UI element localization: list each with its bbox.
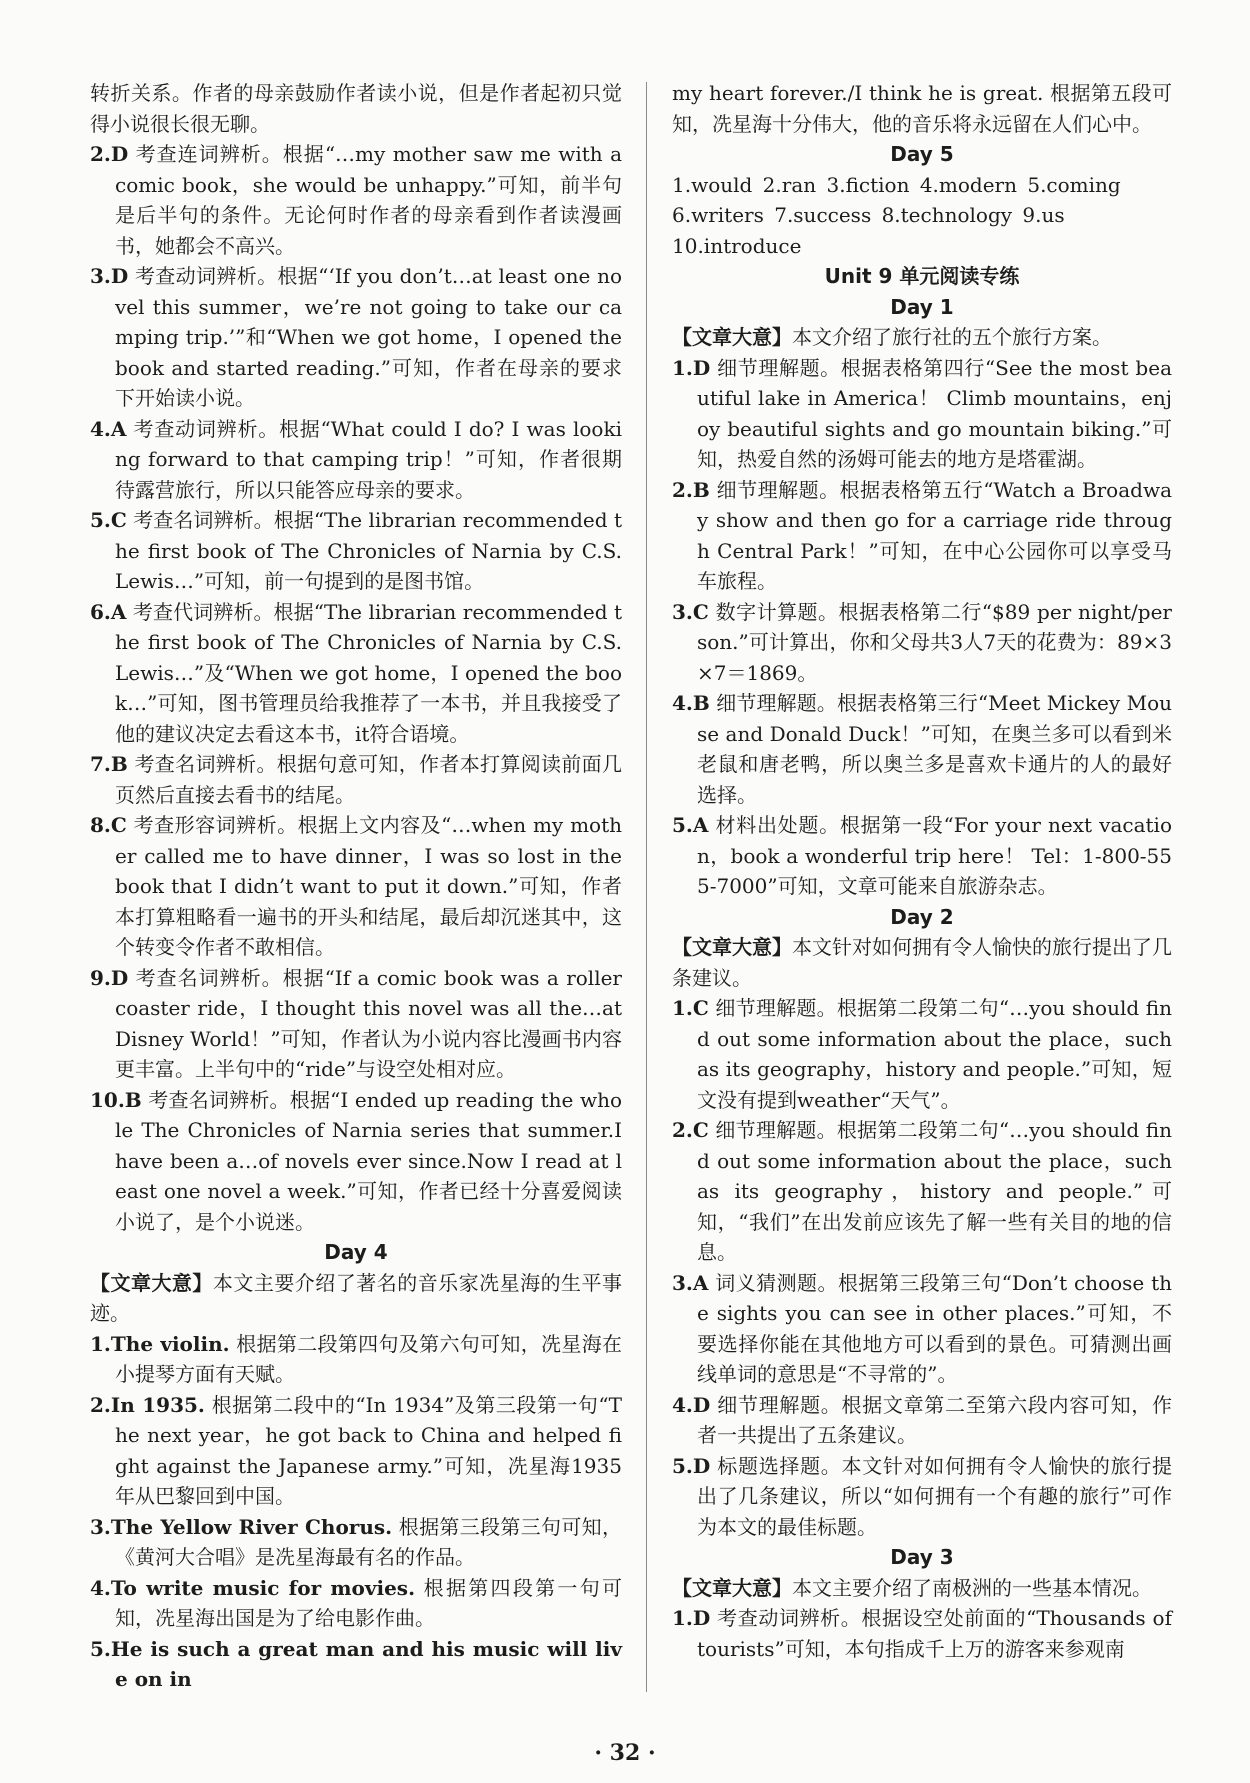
answer-item [672, 475, 1172, 597]
item-explanation: 考查名词辨析。根据句意可知，作者本打算阅读前面几页然后直接去看书的结尾。 [115, 752, 622, 807]
day1-summary [672, 322, 1172, 353]
day1-heading: Day 1 [890, 294, 954, 319]
answer-item [90, 749, 622, 810]
item-answer: He is such a great man and his music will live on in [110, 1636, 622, 1691]
item-number: 8. [90, 813, 111, 837]
item-explanation: 细节理解题。根据第二段第二句“…you should find out some information about the place，such as its geography，history and people.”可知，“我们”在出发前应该先了解一些有关目的地的信息。 [697, 1118, 1172, 1264]
item-answer: The violin. [110, 1331, 230, 1356]
answer-item [90, 810, 622, 963]
summary-label: 【文章大意】 [672, 325, 792, 349]
item-number: 3. [90, 1514, 111, 1539]
item-explanation: 细节理解题。根据第二段第二句“…you should find out some information about the place，such as its geography，history and people.”可知，短文没有提到weather“天气”。 [697, 996, 1172, 1112]
answer-item [672, 688, 1172, 810]
item-number: 4. [672, 1392, 693, 1417]
item-number: 3. [672, 1270, 693, 1295]
item-answer: To write music for movies. [110, 1575, 416, 1600]
item-explanation: 考查形容词辨析。根据上文内容及“…when my mother called me to have dinner，I was so lost in the book that I didn’t want to put it down.”可知，作者本打算粗略看一遍书的开头和结尾，最后却沉迷其中，这个转变令作者不敢相信。 [115, 813, 622, 959]
summary-text: 本文介绍了旅行社的五个旅行方案。 [792, 325, 1112, 349]
unit-heading: Unit 9 单元阅读专练 [824, 264, 1020, 288]
summary-text: 本文主要介绍了南极洲的一些基本情况。 [792, 1575, 1152, 1600]
item-explanation: 根据第四段第一句可知，冼星海出国是为了给电影作曲。 [115, 1575, 622, 1630]
item-number: 4. [672, 691, 693, 715]
answer-item [90, 963, 622, 1085]
item-number: 1. [672, 996, 693, 1020]
item-explanation: 根据第二段中的“In 1934”及第三段第一句“The next year，he got back to China and helped fight against the Japanese army.”可知，冼星海1935年从巴黎回到中国。 [115, 1392, 622, 1508]
item-number: 1. [90, 1331, 111, 1356]
item-explanation: 考查名词辨析。根据“I ended up reading the whole The Chronicles of Narnia series that summer.I have been a…of novels ever since.Now I read at least one novel a week.”可知，作者已经十分喜爱阅读小说了，是个小说迷。 [115, 1087, 622, 1234]
day3-heading: Day 3 [890, 1545, 954, 1569]
answer-item [90, 1390, 622, 1512]
answer-item [90, 1573, 622, 1634]
answer-item [672, 1603, 1172, 1664]
item-number: 4. [90, 1575, 111, 1600]
item-number: 2. [90, 142, 111, 166]
item-answer: B [124, 1087, 142, 1112]
day5-answers-line3: 10.introduce [672, 233, 802, 258]
answer-item [90, 1634, 622, 1695]
answer-item [90, 261, 622, 414]
answer-list-day2 [672, 993, 1172, 1542]
answer-item [672, 1390, 1172, 1451]
item-answer: D [692, 1392, 711, 1417]
answer-list-day3b [672, 1603, 1172, 1664]
summary-text: 本文主要介绍了著名的音乐家冼星海的生平事迹。 [90, 1270, 623, 1325]
item-explanation: 根据第三段第三句可知，《黄河大合唱》是冼星海最有名的作品。 [115, 1514, 622, 1569]
item-number: 9. [90, 965, 111, 990]
item-answer: D [110, 965, 129, 990]
answer-item [90, 1512, 622, 1573]
item-explanation: 考查动词辨析。根据“What could I do? I was looking forward to that camping trip！”可知，作者很期待露营旅行，所以只能答应母亲的要求。 [115, 416, 622, 502]
day5-heading: Day 5 [890, 142, 954, 166]
item-number: 1. [672, 1606, 693, 1630]
item-number: 7. [90, 752, 111, 776]
summary-text: 本文针对如何拥有令人愉快的旅行提出了几条建议。 [672, 935, 1172, 990]
item-number: 3. [672, 599, 693, 624]
item-number: 2. [672, 477, 693, 502]
item-answer: B [692, 477, 710, 502]
item-answer: D [110, 142, 129, 166]
item-explanation: 考查连词辨析。根据“…my mother saw me with a comic book，she would be unhappy.”可知，前半句是后半句的条件。无论何时作者的母亲看到作者读漫画书，她都会不高兴。 [115, 142, 622, 258]
item-answer: D [110, 264, 129, 288]
continued-explanation: 转折关系。作者的母亲鼓励作者读小说，但是作者起初只觉得小说很长很无聊。 [90, 81, 622, 136]
summary-label: 【文章大意】 [672, 1575, 792, 1600]
right-column [672, 78, 1172, 1664]
answer-item [672, 810, 1172, 902]
item-explanation: 根据第二段第四句及第六句可知，冼星海在小提琴方面有天赋。 [115, 1331, 623, 1386]
summary-label: 【文章大意】 [672, 935, 792, 959]
item-answer: C [692, 996, 709, 1020]
item-answer: In 1935. [110, 1392, 205, 1417]
item-number: 5. [90, 508, 111, 532]
item-explanation: 考查代词辨析。根据“The librarian recommended the first book of The Chronicles of Narnia by C.S. Lewis…”及“When we got home，I opened the book…”可知，图书管理员给我推荐了一本书，并且我接受了他的建议决定去看这本书，it符合语境。 [115, 599, 622, 746]
item-answer: D [692, 355, 711, 380]
item-explanation: 考查名词辨析。根据“The librarian recommended the first book of The Chronicles of Narnia by C.S. Lewis…”可知，前一句提到的是图书馆。 [115, 508, 622, 593]
answer-list-day4 [90, 1329, 622, 1695]
item-answer: C [110, 813, 127, 837]
item-answer: A [110, 416, 127, 441]
item-number: 5. [672, 813, 693, 837]
item-answer: The Yellow River Chorus. [110, 1514, 393, 1539]
item-explanation: 标题选择题。本文针对如何拥有令人愉快的旅行提出了几条建议，所以“如何拥有一个有趣的旅行”可作为本文的最佳标题。 [697, 1453, 1172, 1539]
continued-explanation: my heart forever./I think he is great. 根据第五段可知，冼星海十分伟大，他的音乐将永远留在人们心中。 [672, 81, 1172, 136]
item-answer: B [692, 691, 710, 715]
item-number: 4. [90, 416, 111, 441]
answer-list-day1 [672, 353, 1172, 902]
day2-heading: Day 2 [890, 904, 954, 929]
item-answer: D [692, 1606, 711, 1630]
item-answer: A [692, 1270, 709, 1295]
answer-item [90, 1085, 622, 1238]
item-answer: C [110, 508, 127, 532]
answer-item [90, 505, 622, 597]
item-explanation: 考查动词辨析。根据“‘If you don’t…at least one novel this summer，we’re not going to take our camping trip.’”和“When we got home，I opened the book and started reading.”可知，作者在母亲的要求下开始读小说。 [115, 264, 622, 410]
item-number: 2. [672, 1118, 693, 1142]
left-column [90, 78, 622, 1695]
item-number: 5. [672, 1453, 693, 1478]
item-explanation: 细节理解题。根据文章第二至第六段内容可知，作者一共提出了五条建议。 [697, 1392, 1172, 1447]
item-answer: C [692, 1118, 709, 1142]
day3-summary [672, 1573, 1172, 1604]
item-answer: A [110, 599, 127, 624]
item-explanation: 数字计算题。根据表格第二行“$89 per night/person.”可计算出，你和父母共3人7天的花费为：89×3×7＝1869。 [697, 599, 1172, 685]
answer-item [672, 1268, 1172, 1390]
item-answer: C [692, 599, 709, 624]
answer-item [90, 597, 622, 750]
item-number: 5. [90, 1636, 111, 1661]
item-answer: A [692, 813, 709, 837]
answer-item [672, 993, 1172, 1115]
item-explanation: 细节理解题。根据表格第三行“Meet Mickey Mouse and Donald Duck！”可知，在奥兰多可以看到米老鼠和唐老鸭，所以奥兰多是喜欢卡通片的人的最好选择。 [697, 691, 1172, 807]
item-explanation: 词义猜测题。根据第三段第三句“Don’t choose the sights you can see in other places.”可知，不要选择你能在其他地方可以看到的景色。可猜测出画线单词的意思是“不寻常的”。 [697, 1270, 1172, 1386]
answer-item [90, 1329, 622, 1390]
answer-list-day3 [90, 139, 622, 1237]
day5-answers-line2: 6.writers 7.success 8.technology 9.us [672, 203, 1065, 227]
answer-item [672, 353, 1172, 475]
item-number: 3. [90, 264, 111, 288]
item-number: 1. [672, 355, 693, 380]
item-explanation: 材料出处题。根据第一段“For your next vacation，book a wonderful trip here！ Tel：1-800-555-7000”可知，文章可能来自旅游杂志。 [697, 813, 1172, 898]
summary-label: 【文章大意】 [90, 1270, 213, 1295]
item-number: 10. [90, 1087, 125, 1112]
day4-heading: Day 4 [324, 1240, 388, 1264]
answer-item [672, 1451, 1172, 1543]
item-answer: B [110, 752, 128, 776]
item-explanation: 细节理解题。根据表格第四行“See the most beautiful lake in America！ Climb mountains，enjoy beautiful sights and go mountain biking.”可知，热爱自然的汤姆可能去的地方是塔霍湖。 [697, 355, 1172, 471]
answer-item [672, 1115, 1172, 1268]
item-explanation: 细节理解题。根据表格第五行“Watch a Broadway show and then go for a carriage ride through Central Park！”可知，在中心公园你可以享受马车旅程。 [697, 477, 1172, 593]
column-divider [646, 82, 647, 1692]
item-number: 6. [90, 599, 111, 624]
day5-answers-line1: 1.would 2.ran 3.fiction 4.modern 5.coming [672, 172, 1121, 197]
item-answer: D [692, 1453, 711, 1478]
item-explanation: 考查动词辨析。根据设空处前面的“Thousands of tourists”可知，本句指成千上万的游客来参观南 [697, 1606, 1172, 1661]
day2-summary [672, 932, 1172, 993]
item-explanation: 考查名词辨析。根据“If a comic book was a roller coaster ride，I thought this novel was all the…at Disney World！”可知，作者认为小说内容比漫画书内容更丰富。上半句中的“ride”与设空处相对应。 [115, 965, 622, 1081]
answer-item [90, 414, 622, 506]
page-number: · 32 · [594, 1740, 656, 1766]
day4-summary [90, 1268, 622, 1329]
answer-item [90, 139, 622, 261]
item-number: 2. [90, 1392, 111, 1417]
answer-item [672, 597, 1172, 689]
